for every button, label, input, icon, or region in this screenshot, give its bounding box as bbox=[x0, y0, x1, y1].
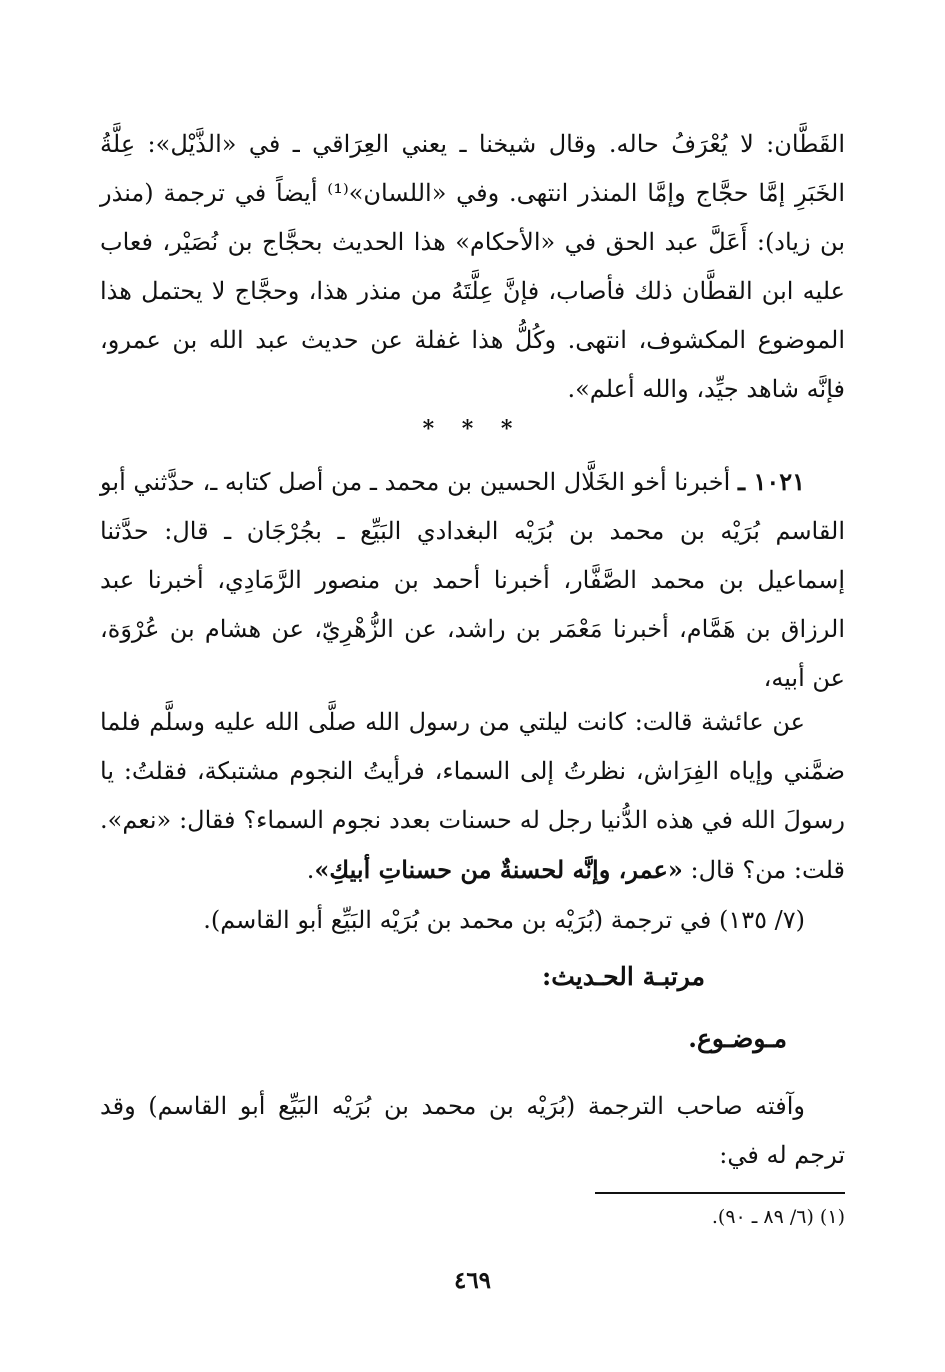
hadith-matn-end: . bbox=[306, 856, 315, 884]
footnote: (١) (٦/ ٨٩ ـ ٩٠). bbox=[711, 1206, 845, 1228]
page-number: ٤٦٩ bbox=[453, 1267, 492, 1294]
rank-heading: مرتبـة الحـديث: bbox=[541, 962, 705, 991]
defect-paragraph: وآفته صاحب الترجمة (بُرَيْه بن محمد بن بُرَيْه البَيِّع أبو القاسم) وقد ترجم له في: bbox=[100, 1092, 845, 1169]
hadith-isnad: أخبرنا أخو الخَلَّال الحسين بن محمد ـ من أصل كتابه ـ، حدَّثني أبو القاسم بُرَيْه بن محمد بن بُرَيْه البغدادي البَيِّع ـ بجُرْجَان ـ قال: حدَّثنا إسماعيل بن محمد الصَّفَّار، أخبرنا أحمد بن منصور الرَّمَادِي، أخبرنا عبد الرزاق بن هَمَّام، أخبرنا مَعْمَر بن راشد، عن الزُّهْرِيّ، عن هشام بن عُرْوَة، عن أبيه، bbox=[100, 468, 845, 692]
rank-value: مـوضـوع. bbox=[688, 1024, 787, 1053]
hadith-matn-intro: عن عائشة قالت: كانت ليلتي من رسول الله صلَّى الله عليه وسلَّم فلما ضمَّني وإياه الفِرَاش، نظرتُ إلى السماء، فرأيتُ النجوم مشتبكة، فقلتُ: يا رسولَ الله في هذه الدُّنيا رجل له حسنات بعدد نجوم السماء؟ فقال: «نعم». قلت: من؟ قال: bbox=[100, 708, 845, 884]
commentary-paragraph: القَطَّان: لا يُعْرَفُ حاله. وقال شيخنا ـ يعني العِرَاقي ـ في «الذَّيْل»: عِلَّةُ الخَبَرِ إمَّا حجَّاج وإمَّا المنذر انتهى. وفي «اللسان»⁽¹⁾ أيضاً في ترجمة (منذر بن زياد): أَعَلَّ عبد الحق في «الأحكام» هذا الحديث بحجَّاج بن نُصَيْر، فعاب عليه ابن القطَّان ذلك فأصاب، فإنَّ عِلَّتَهُ من منذر هذا، وحجَّاج لا يحتمل هذا الموضوع المكشوف، انتهى. وكُلُّ هذا غفلة عن حديث عبد الله بن عمرو، فإنَّه شاهد جيِّد، والله أعلم». bbox=[100, 130, 845, 403]
section-separator: * * * bbox=[422, 416, 523, 442]
hadith-isnad-paragraph bbox=[100, 457, 845, 703]
hadith-matn-quote: «عمر، وإنَّه لحسنةٌ من حسناتِ أبيكِ» bbox=[314, 855, 683, 884]
hadith-number: ١٠٢١ ـ bbox=[737, 467, 805, 496]
footnote-divider bbox=[595, 1192, 845, 1194]
hadith-matn-paragraph bbox=[100, 698, 845, 895]
hadith-reference: (٧/ ١٣٥) في ترجمة (بُرَيْه بن محمد بن بُرَيْه البَيِّع أبو القاسم). bbox=[203, 906, 805, 934]
